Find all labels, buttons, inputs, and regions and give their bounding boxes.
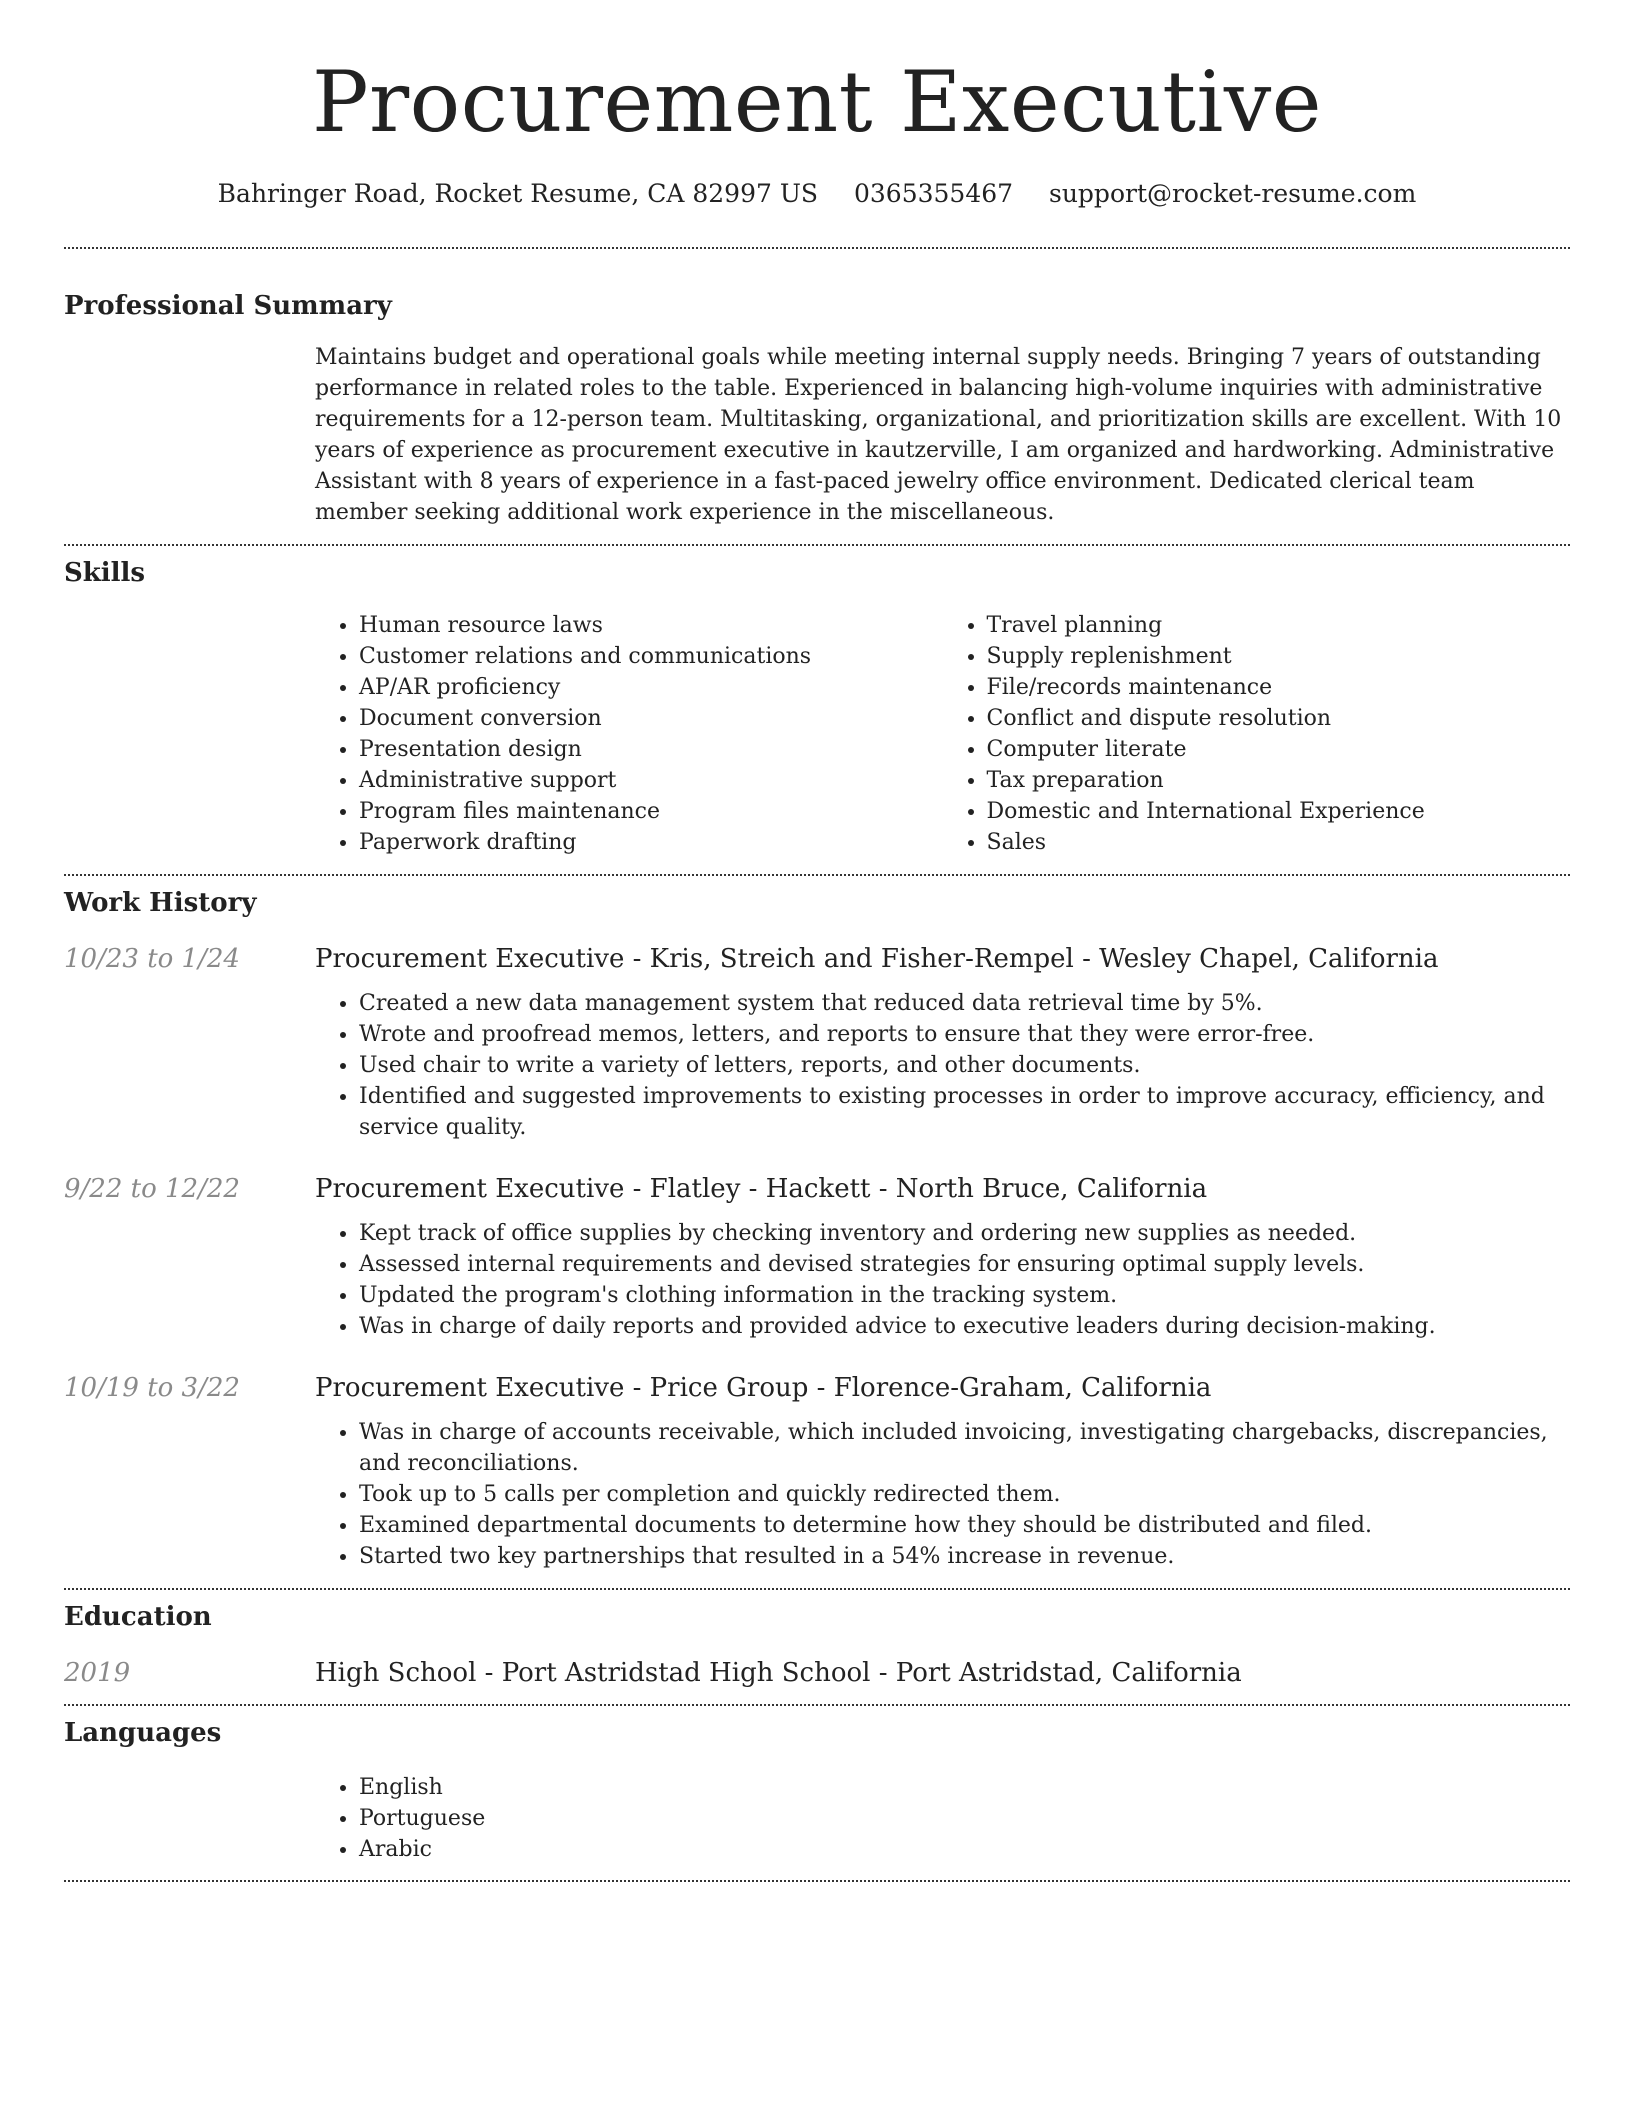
skill-item: • Program files maintenance [359, 796, 943, 827]
contact-email: support@rocket-resume.com [1049, 179, 1417, 208]
summary-text: Maintains budget and operational goals while meeting internal supply needs. Bringing 7 years of outstanding performance in related roles to the table. Experienced in balancing high-volume inquiries with administrative requirements for a 12-person team. Multitasking, organizational, and prioritization skills are excellent. With 10 years of experience as procurement executive in kautzerville, I am organized and hardworking. Administrative Assistant with 8 years of experience in a fast-paced jewelry office environment. Dedicated clerical team member seeking additional work experience in the miscellaneous. [315, 345, 1562, 525]
section-title-education: Education [64, 1602, 212, 1632]
skill-item: • Travel planning [987, 610, 1571, 641]
skills-list-left [315, 610, 943, 858]
job-bullet: • Created a new data management system that reduced data retrieval time by 5%. [359, 988, 1570, 1019]
languages-block [315, 1772, 1570, 1865]
job-bullet: • Assessed internal requirements and devised strategies for ensuring optimal supply levels. [359, 1249, 1570, 1280]
language-item: • English [359, 1772, 1570, 1803]
divider [64, 247, 1570, 249]
job-bullets [315, 1218, 1570, 1342]
job-title: Procurement Executive - Price Group - Florence-Graham, California [315, 1373, 1212, 1403]
job-bullet: • Wrote and proofread memos, letters, and reports to ensure that they were error-free. [359, 1019, 1570, 1050]
skill-item: • Administrative support [359, 765, 943, 796]
section-title-skills: Skills [64, 558, 146, 588]
job-body [315, 942, 1570, 1143]
skills-block [315, 610, 1570, 858]
section-title-work: Work History [64, 888, 257, 918]
education-body [315, 1656, 1570, 1690]
job-body [315, 1371, 1570, 1572]
divider [64, 874, 1570, 876]
contact-phone: 0365355467 [853, 179, 1014, 208]
divider [64, 544, 1570, 546]
skill-item: • Human resource laws [359, 610, 943, 641]
skill-item: • Document conversion [359, 703, 943, 734]
job-bullet: • Was in charge of accounts receivable, which included invoicing, investigating chargebacks, discrepancies, and reconciliations. [359, 1417, 1570, 1479]
education-entry [64, 1656, 1570, 1690]
resume-page [64, 0, 1570, 1882]
job-bullet: • Was in charge of daily reports and provided advice to executive leaders during decision-making. [359, 1311, 1570, 1342]
summary-block [315, 342, 1570, 528]
job-bullet: • Started two key partnerships that resulted in a 54% increase in revenue. [359, 1541, 1570, 1572]
skill-item: • Presentation design [359, 734, 943, 765]
job-bullets [315, 1417, 1570, 1572]
languages-list [315, 1772, 1570, 1865]
job-date: 10/19 to 3/22 [64, 1373, 240, 1403]
skill-item: • Domestic and International Experience [987, 796, 1571, 827]
job-date: 9/22 to 12/22 [64, 1174, 240, 1204]
job-date: 10/23 to 1/24 [64, 944, 240, 974]
job-body [315, 1172, 1570, 1342]
divider [64, 1588, 1570, 1590]
job-bullet: • Used chair to write a variety of letters, reports, and other documents. [359, 1050, 1570, 1081]
skill-item: • Computer literate [987, 734, 1571, 765]
skill-item: • Conflict and dispute resolution [987, 703, 1571, 734]
education-title: High School - Port Astridstad High School - Port Astridstad, California [315, 1658, 1242, 1688]
skill-item: • File/records maintenance [987, 672, 1571, 703]
job-entry [64, 942, 1570, 1143]
language-item: • Arabic [359, 1834, 1570, 1865]
education-date: 2019 [64, 1658, 131, 1688]
skill-item: • Paperwork drafting [359, 827, 943, 858]
job-title: Procurement Executive - Kris, Streich and Fisher-Rempel - Wesley Chapel, California [315, 944, 1439, 974]
skill-item: • AP/AR proficiency [359, 672, 943, 703]
contact-address: Bahringer Road, Rocket Resume, CA 82997 US [217, 179, 819, 208]
job-bullet: • Took up to 5 calls per completion and quickly redirected them. [359, 1479, 1570, 1510]
contact-line [64, 178, 1570, 210]
divider [64, 1704, 1570, 1706]
job-bullet: • Examined departmental documents to determine how they should be distributed and filed. [359, 1510, 1570, 1541]
skill-item: • Supply replenishment [987, 641, 1571, 672]
job-bullet: • Updated the program's clothing information in the tracking system. [359, 1280, 1570, 1311]
job-entry [64, 1371, 1570, 1572]
skills-list-right [943, 610, 1571, 858]
divider [64, 1880, 1570, 1882]
job-bullets [315, 988, 1570, 1143]
job-bullet: • Kept track of office supplies by checking inventory and ordering new supplies as needed. [359, 1218, 1570, 1249]
skill-item: • Sales [987, 827, 1571, 858]
language-item: • Portuguese [359, 1803, 1570, 1834]
job-title: Procurement Executive - Flatley - Hackett - North Bruce, California [315, 1174, 1208, 1204]
job-entry [64, 1172, 1570, 1342]
resume-name: Procurement Executive [311, 53, 1322, 151]
section-title-summary: Professional Summary [64, 291, 392, 321]
section-title-languages: Languages [64, 1718, 222, 1748]
skill-item: • Tax preparation [987, 765, 1571, 796]
skill-item: • Customer relations and communications [359, 641, 943, 672]
job-bullet: • Identified and suggested improvements to existing processes in order to improve accuracy, efficiency, and service quality. [359, 1081, 1570, 1143]
